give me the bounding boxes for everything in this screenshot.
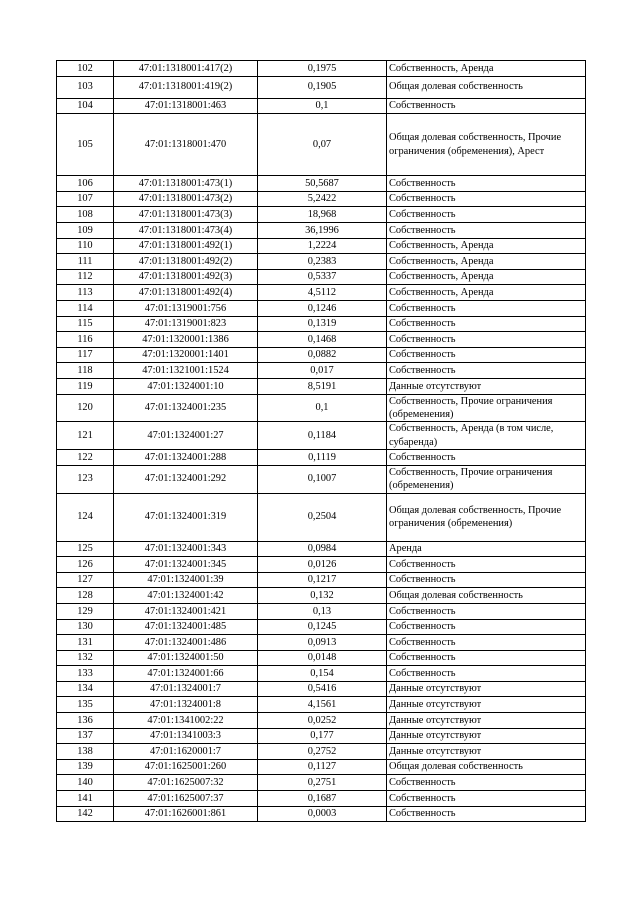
table-row xyxy=(57,332,586,348)
cadastral-number: 47:01:1319001:823 xyxy=(114,316,258,332)
row-number: 141 xyxy=(57,791,114,807)
area-value: 0,1 xyxy=(258,98,387,114)
area-value: 0,0913 xyxy=(258,635,387,651)
row-number: 125 xyxy=(57,541,114,557)
cadastral-number: 47:01:1318001:473(1) xyxy=(114,176,258,192)
cadastral-number: 47:01:1318001:470 xyxy=(114,114,258,176)
rights-type: Собственность xyxy=(387,619,586,635)
cadastral-number: 47:01:1324001:39 xyxy=(114,572,258,588)
area-value: 0,017 xyxy=(258,363,387,379)
table-row xyxy=(57,572,586,588)
cadastral-number: 47:01:1625001:260 xyxy=(114,759,258,775)
table-row xyxy=(57,285,586,301)
area-value: 0,1184 xyxy=(258,422,387,450)
row-number: 109 xyxy=(57,222,114,238)
rights-type: Собственность xyxy=(387,450,586,466)
area-value: 0,0126 xyxy=(258,557,387,573)
area-value: 0,154 xyxy=(258,666,387,682)
cadastral-number: 47:01:1320001:1386 xyxy=(114,332,258,348)
cadastral-number: 47:01:1341002:22 xyxy=(114,713,258,729)
cadastral-number: 47:01:1625007:32 xyxy=(114,775,258,791)
cadastral-number: 47:01:1620001:7 xyxy=(114,744,258,760)
table-row xyxy=(57,465,586,493)
row-number: 128 xyxy=(57,588,114,604)
cadastral-number: 47:01:1318001:492(2) xyxy=(114,254,258,270)
area-value: 4,1561 xyxy=(258,697,387,713)
row-number: 136 xyxy=(57,713,114,729)
row-number: 123 xyxy=(57,465,114,493)
table-row xyxy=(57,697,586,713)
rights-type: Общая долевая собственность xyxy=(387,76,586,98)
cadastral-number: 47:01:1625007:37 xyxy=(114,791,258,807)
row-number: 110 xyxy=(57,238,114,254)
row-number: 119 xyxy=(57,378,114,394)
cadastral-number: 47:01:1318001:492(3) xyxy=(114,269,258,285)
table-row xyxy=(57,114,586,176)
rights-type: Данные отсутствуют xyxy=(387,378,586,394)
area-value: 0,07 xyxy=(258,114,387,176)
cadastral-number: 47:01:1318001:492(4) xyxy=(114,285,258,301)
table-row xyxy=(57,775,586,791)
cadastral-number: 47:01:1324001:288 xyxy=(114,450,258,466)
area-value: 0,1217 xyxy=(258,572,387,588)
cadastral-number: 47:01:1320001:1401 xyxy=(114,347,258,363)
rights-type: Собственность xyxy=(387,176,586,192)
area-value: 0,1 xyxy=(258,394,387,422)
row-number: 133 xyxy=(57,666,114,682)
table-row xyxy=(57,806,586,822)
table-row xyxy=(57,681,586,697)
cadastral-number: 47:01:1318001:417(2) xyxy=(114,61,258,77)
cadastral-number: 47:01:1318001:473(3) xyxy=(114,207,258,223)
rights-type: Собственность xyxy=(387,775,586,791)
row-number: 112 xyxy=(57,269,114,285)
rights-type: Данные отсутствуют xyxy=(387,713,586,729)
table-row xyxy=(57,207,586,223)
cadastral-number: 47:01:1324001:66 xyxy=(114,666,258,682)
rights-type: Собственность xyxy=(387,635,586,651)
table-row xyxy=(57,588,586,604)
table-row xyxy=(57,650,586,666)
row-number: 138 xyxy=(57,744,114,760)
area-value: 0,13 xyxy=(258,603,387,619)
cadastral-number: 47:01:1318001:492(1) xyxy=(114,238,258,254)
area-value: 0,177 xyxy=(258,728,387,744)
cadastral-number: 47:01:1626001:861 xyxy=(114,806,258,822)
table-row xyxy=(57,759,586,775)
table-row xyxy=(57,541,586,557)
row-number: 124 xyxy=(57,493,114,541)
rights-type: Собственность, Аренда (в том числе, субаренда) xyxy=(387,422,586,450)
table-row xyxy=(57,493,586,541)
row-number: 129 xyxy=(57,603,114,619)
table-row xyxy=(57,222,586,238)
row-number: 116 xyxy=(57,332,114,348)
rights-type: Собственность xyxy=(387,347,586,363)
rights-type: Собственность xyxy=(387,300,586,316)
rights-type: Собственность xyxy=(387,98,586,114)
rights-type: Собственность xyxy=(387,222,586,238)
row-number: 120 xyxy=(57,394,114,422)
rights-type: Собственность xyxy=(387,806,586,822)
table-body xyxy=(57,61,586,822)
area-value: 0,0252 xyxy=(258,713,387,729)
rights-type: Собственность xyxy=(387,572,586,588)
area-value: 0,1127 xyxy=(258,759,387,775)
rights-type: Собственность, Аренда xyxy=(387,61,586,77)
row-number: 105 xyxy=(57,114,114,176)
row-number: 121 xyxy=(57,422,114,450)
cadastral-number: 47:01:1324001:421 xyxy=(114,603,258,619)
table-row xyxy=(57,300,586,316)
rights-type: Собственность, Аренда xyxy=(387,285,586,301)
row-number: 131 xyxy=(57,635,114,651)
rights-type: Собственность xyxy=(387,207,586,223)
row-number: 127 xyxy=(57,572,114,588)
row-number: 107 xyxy=(57,191,114,207)
area-value: 5,2422 xyxy=(258,191,387,207)
row-number: 113 xyxy=(57,285,114,301)
rights-type: Данные отсутствуют xyxy=(387,697,586,713)
cadastral-number: 47:01:1324001:27 xyxy=(114,422,258,450)
table-row xyxy=(57,254,586,270)
area-value: 0,2752 xyxy=(258,744,387,760)
row-number: 114 xyxy=(57,300,114,316)
table-row xyxy=(57,394,586,422)
area-value: 0,0984 xyxy=(258,541,387,557)
cadastral-number: 47:01:1324001:10 xyxy=(114,378,258,394)
row-number: 115 xyxy=(57,316,114,332)
cadastral-number: 47:01:1318001:463 xyxy=(114,98,258,114)
rights-type: Собственность, Аренда xyxy=(387,269,586,285)
row-number: 108 xyxy=(57,207,114,223)
cadastral-number: 47:01:1324001:292 xyxy=(114,465,258,493)
row-number: 111 xyxy=(57,254,114,270)
table-row xyxy=(57,76,586,98)
area-value: 0,1975 xyxy=(258,61,387,77)
area-value: 0,1245 xyxy=(258,619,387,635)
cadastral-number: 47:01:1324001:345 xyxy=(114,557,258,573)
table-row xyxy=(57,98,586,114)
cadastral-number: 47:01:1319001:756 xyxy=(114,300,258,316)
row-number: 126 xyxy=(57,557,114,573)
rights-type: Данные отсутствуют xyxy=(387,681,586,697)
row-number: 135 xyxy=(57,697,114,713)
rights-type: Собственность xyxy=(387,557,586,573)
area-value: 0,1119 xyxy=(258,450,387,466)
cadastral-number: 47:01:1318001:419(2) xyxy=(114,76,258,98)
rights-type: Общая долевая собственность xyxy=(387,759,586,775)
table-row xyxy=(57,191,586,207)
rights-type: Аренда xyxy=(387,541,586,557)
area-value: 36,1996 xyxy=(258,222,387,238)
cadastral-number: 47:01:1324001:319 xyxy=(114,493,258,541)
cadastral-number: 47:01:1321001:1524 xyxy=(114,363,258,379)
cadastral-number: 47:01:1324001:486 xyxy=(114,635,258,651)
cadastral-number: 47:01:1324001:8 xyxy=(114,697,258,713)
table-row xyxy=(57,557,586,573)
area-value: 8,5191 xyxy=(258,378,387,394)
rights-type: Собственность xyxy=(387,603,586,619)
area-value: 0,2383 xyxy=(258,254,387,270)
cadastral-number: 47:01:1324001:7 xyxy=(114,681,258,697)
rights-type: Собственность xyxy=(387,791,586,807)
row-number: 130 xyxy=(57,619,114,635)
table-row xyxy=(57,791,586,807)
row-number: 104 xyxy=(57,98,114,114)
land-parcels-table xyxy=(56,60,586,822)
rights-type: Общая долевая собственность, Прочие ограничения (обременения), Арест xyxy=(387,114,586,176)
rights-type: Собственность, Аренда xyxy=(387,254,586,270)
area-value: 0,5416 xyxy=(258,681,387,697)
area-value: 0,2751 xyxy=(258,775,387,791)
table-row xyxy=(57,744,586,760)
table-row xyxy=(57,713,586,729)
area-value: 0,1319 xyxy=(258,316,387,332)
row-number: 137 xyxy=(57,728,114,744)
row-number: 122 xyxy=(57,450,114,466)
table-row xyxy=(57,269,586,285)
area-value: 0,1246 xyxy=(258,300,387,316)
area-value: 0,1468 xyxy=(258,332,387,348)
rights-type: Собственность, Прочие ограничения (обременения) xyxy=(387,394,586,422)
table-row xyxy=(57,619,586,635)
row-number: 139 xyxy=(57,759,114,775)
row-number: 118 xyxy=(57,363,114,379)
rights-type: Собственность xyxy=(387,363,586,379)
area-value: 18,968 xyxy=(258,207,387,223)
table-row xyxy=(57,238,586,254)
area-value: 0,0882 xyxy=(258,347,387,363)
area-value: 0,2504 xyxy=(258,493,387,541)
rights-type: Собственность xyxy=(387,316,586,332)
area-value: 0,1687 xyxy=(258,791,387,807)
rights-type: Собственность xyxy=(387,650,586,666)
table-row xyxy=(57,422,586,450)
cadastral-number: 47:01:1318001:473(2) xyxy=(114,191,258,207)
row-number: 117 xyxy=(57,347,114,363)
row-number: 103 xyxy=(57,76,114,98)
rights-type: Собственность xyxy=(387,332,586,348)
cadastral-number: 47:01:1324001:485 xyxy=(114,619,258,635)
table-row xyxy=(57,728,586,744)
rights-type: Собственность, Прочие ограничения (обременения) xyxy=(387,465,586,493)
table-row xyxy=(57,635,586,651)
table-row xyxy=(57,176,586,192)
row-number: 106 xyxy=(57,176,114,192)
table-row xyxy=(57,666,586,682)
table-row xyxy=(57,363,586,379)
area-value: 0,0148 xyxy=(258,650,387,666)
cadastral-number: 47:01:1318001:473(4) xyxy=(114,222,258,238)
rights-type: Общая долевая собственность xyxy=(387,588,586,604)
cadastral-number: 47:01:1324001:50 xyxy=(114,650,258,666)
rights-type: Собственность, Аренда xyxy=(387,238,586,254)
table-row xyxy=(57,347,586,363)
cadastral-number: 47:01:1324001:42 xyxy=(114,588,258,604)
rights-type: Данные отсутствуют xyxy=(387,744,586,760)
area-value: 0,5337 xyxy=(258,269,387,285)
area-value: 1,2224 xyxy=(258,238,387,254)
area-value: 0,1905 xyxy=(258,76,387,98)
row-number: 102 xyxy=(57,61,114,77)
rights-type: Собственность xyxy=(387,191,586,207)
table-row xyxy=(57,61,586,77)
row-number: 132 xyxy=(57,650,114,666)
table-row xyxy=(57,378,586,394)
table-row xyxy=(57,603,586,619)
row-number: 142 xyxy=(57,806,114,822)
table-row xyxy=(57,450,586,466)
row-number: 140 xyxy=(57,775,114,791)
cadastral-number: 47:01:1324001:235 xyxy=(114,394,258,422)
row-number: 134 xyxy=(57,681,114,697)
area-value: 0,132 xyxy=(258,588,387,604)
rights-type: Общая долевая собственность, Прочие ограничения (обременения) xyxy=(387,493,586,541)
rights-type: Собственность xyxy=(387,666,586,682)
cadastral-number: 47:01:1324001:343 xyxy=(114,541,258,557)
area-value: 4,5112 xyxy=(258,285,387,301)
cadastral-number: 47:01:1341003:3 xyxy=(114,728,258,744)
area-value: 50,5687 xyxy=(258,176,387,192)
area-value: 0,0003 xyxy=(258,806,387,822)
table-row xyxy=(57,316,586,332)
rights-type: Данные отсутствуют xyxy=(387,728,586,744)
area-value: 0,1007 xyxy=(258,465,387,493)
